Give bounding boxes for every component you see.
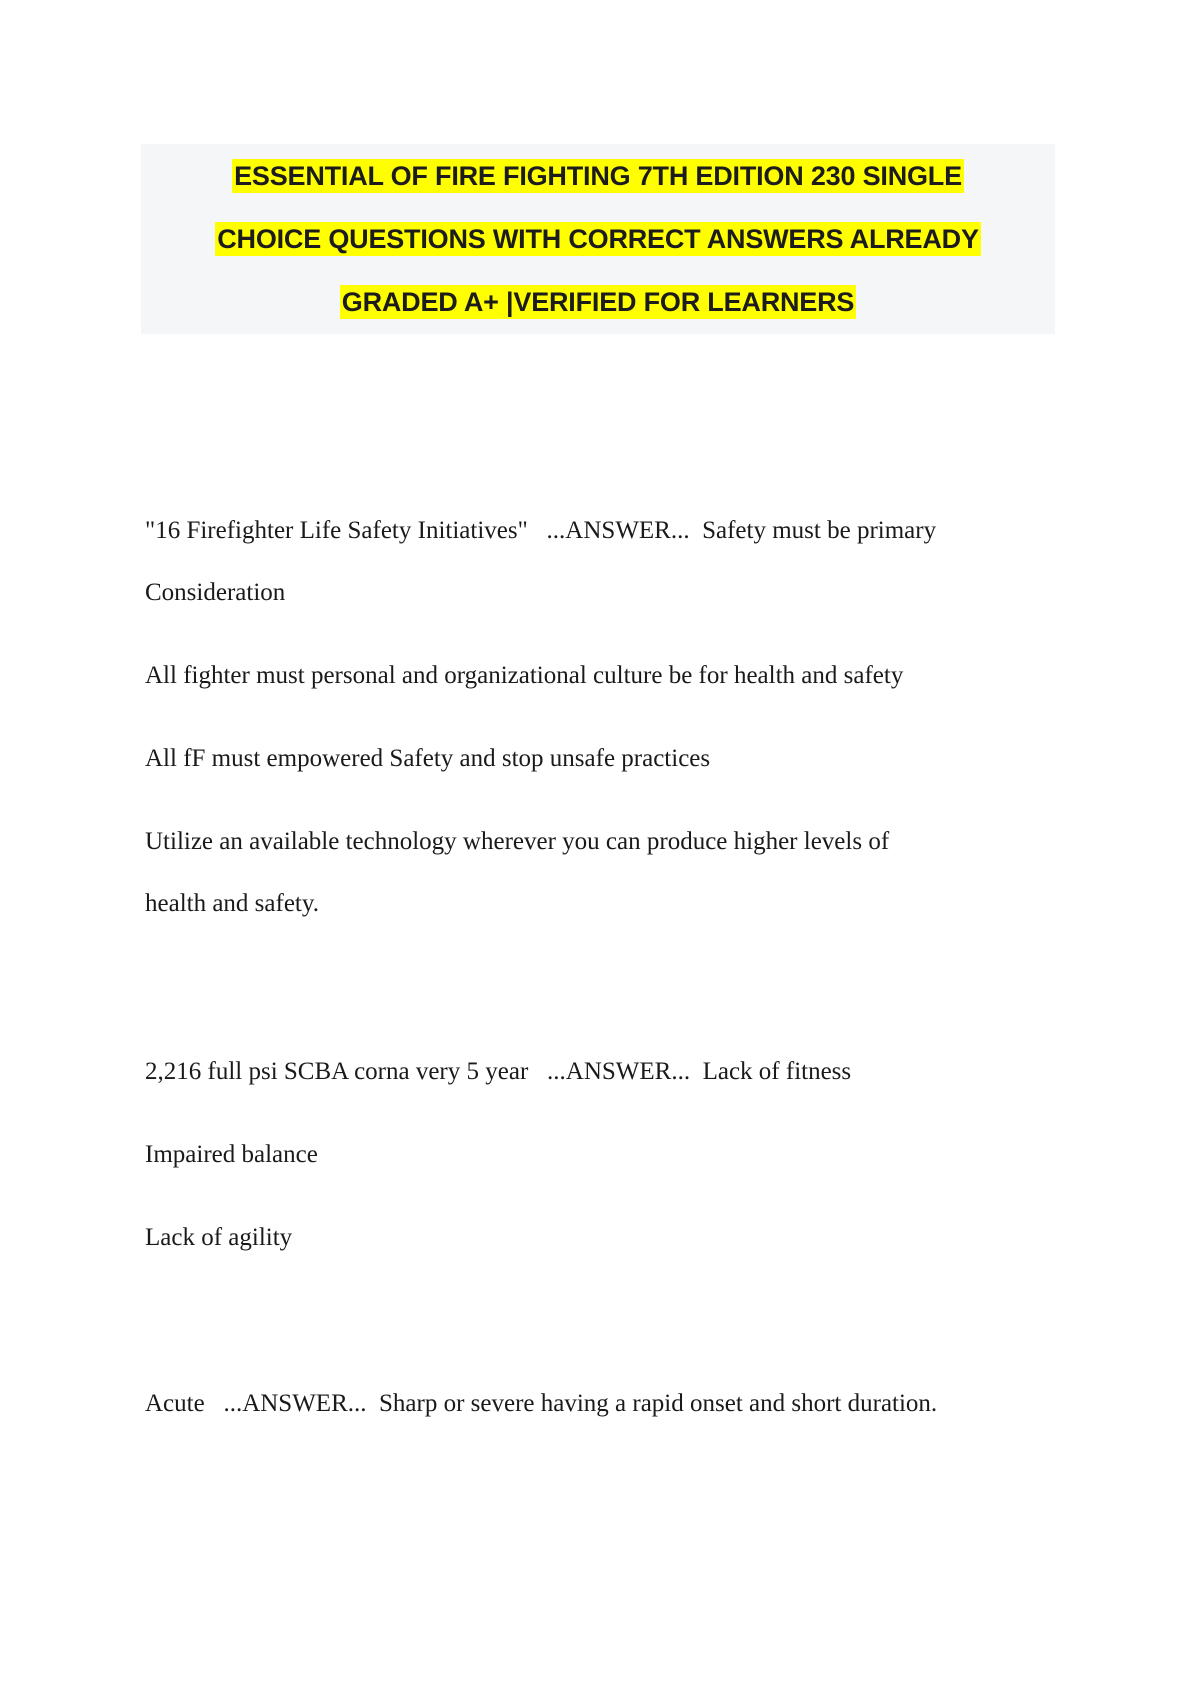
title-line-1-text: ESSENTIAL OF FIRE FIGHTING 7TH EDITION 230 SINGLE — [234, 161, 962, 191]
title-line-3-text: GRADED A+ |VERIFIED FOR LEARNERS — [341, 287, 855, 317]
title-line-2-text: CHOICE QUESTIONS WITH CORRECT ANSWERS ALREADY — [217, 224, 979, 254]
q2-answer-line: Lack of agility — [145, 1224, 293, 1251]
q1-answer-line: All fF must empowered Safety and stop unsafe practices — [145, 745, 711, 772]
q2-question-answer: 2,216 full psi SCBA corna very 5 year ...ANSWER... Lack of fitness — [145, 1058, 852, 1085]
title-line-2 — [141, 221, 1055, 257]
q1-answer-line: Utilize an available technology wherever you can produce higher levels of — [145, 828, 890, 855]
q1-answer-line: health and safety. — [145, 890, 319, 917]
q1-answer-line: All fighter must personal and organizational culture be for health and safety — [145, 662, 904, 689]
q2-answer-line: Impaired balance — [145, 1141, 318, 1168]
title-line-3 — [141, 284, 1055, 320]
q1-answer-continued: Consideration — [145, 579, 286, 606]
q3-question-answer: Acute ...ANSWER... Sharp or severe having a rapid onset and short duration. — [145, 1390, 938, 1417]
q1-question-answer: "16 Firefighter Life Safety Initiatives" ...ANSWER... Safety must be primary — [145, 517, 937, 544]
title-banner — [141, 144, 1055, 334]
title-line-1 — [141, 158, 1055, 194]
